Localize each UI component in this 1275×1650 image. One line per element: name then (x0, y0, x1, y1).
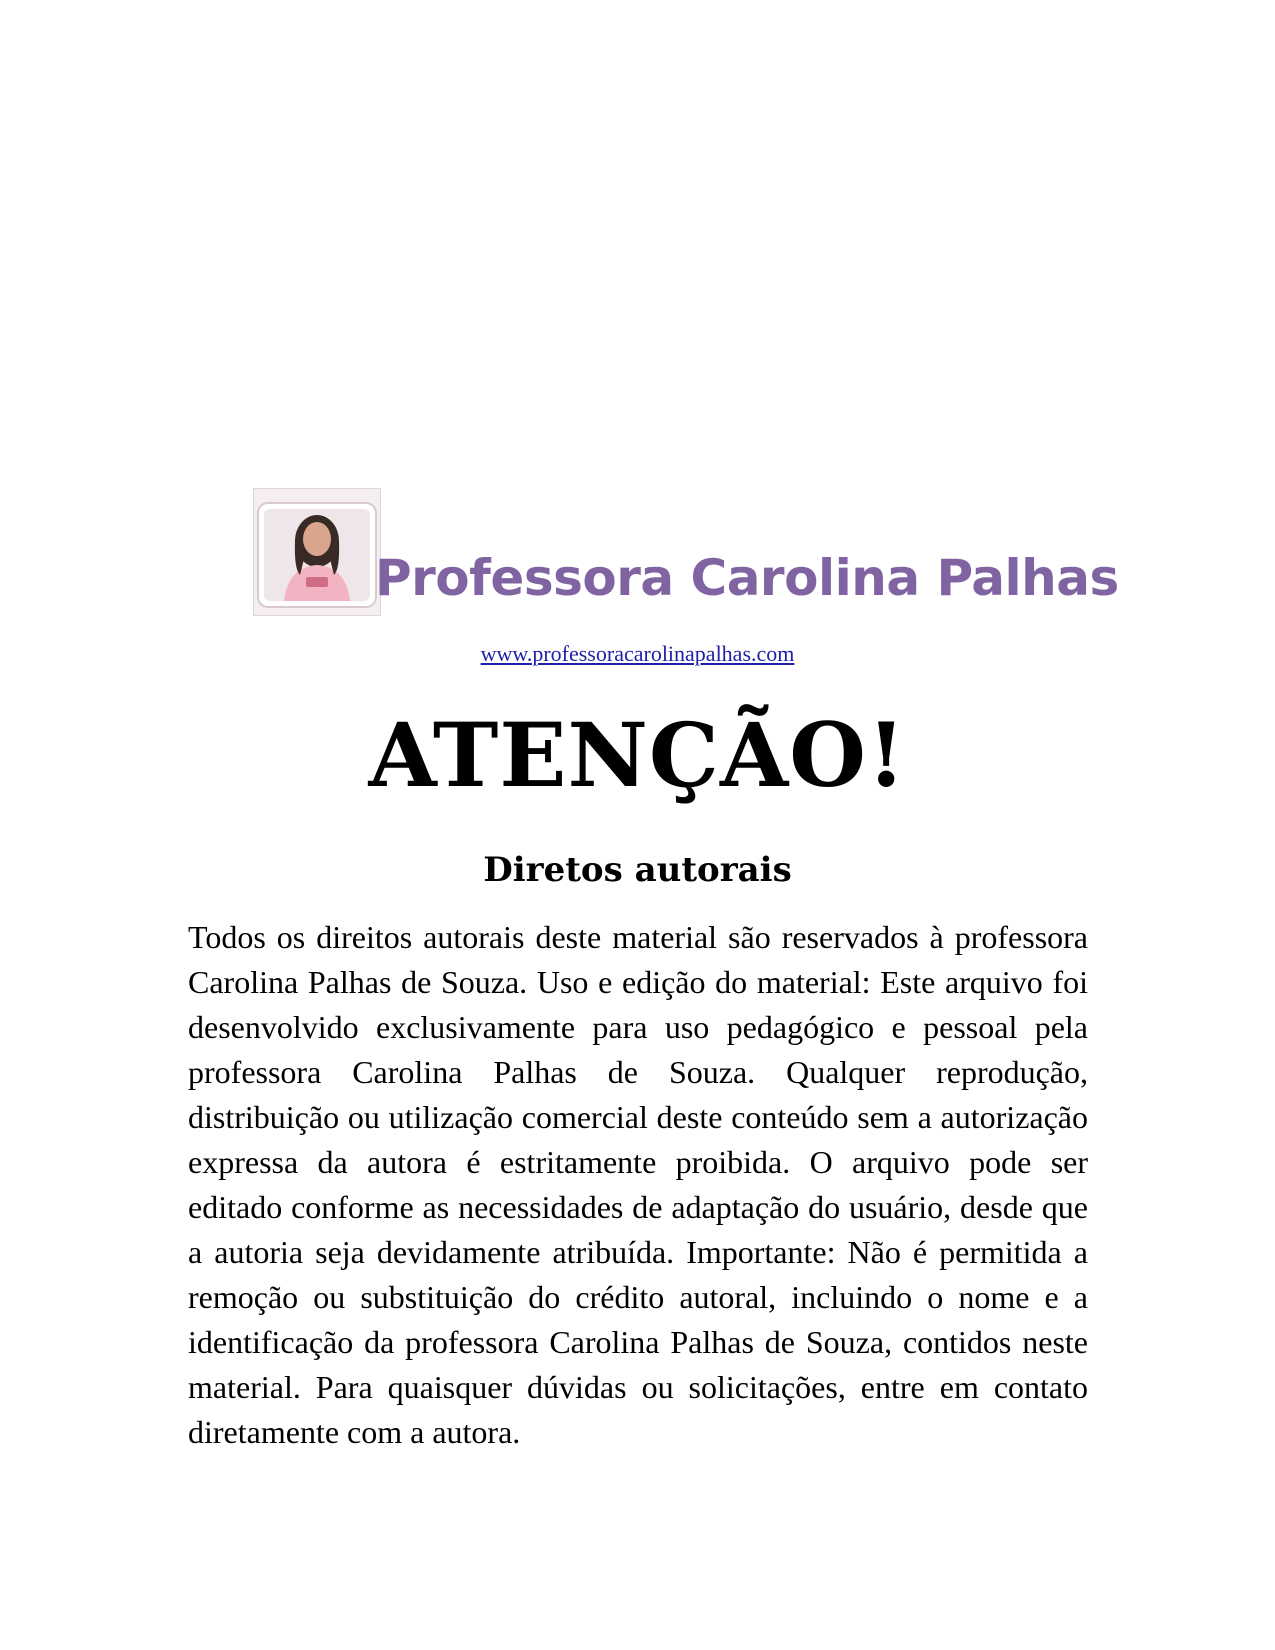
teacher-portrait-logo-icon (253, 488, 381, 616)
notice-subtitle: Diretos autorais (483, 850, 792, 890)
document-header (253, 488, 1119, 618)
notice-body: Todos os direitos autorais deste material são reservados à professora Carolina Palhas de Souza. Uso e edição do material: Este arquivo foi desenvolvido exclusivamente para uso pedagógico e pessoal pela professora Carolina Palhas de Souza. Qualquer reprodução, distribuição ou utilização comercial deste conteúdo sem a autorização expressa da autora é estritamente proibida. O arquivo pode ser editado conforme as necessidades de adaptação do usuário, desde que a autoria seja devidamente atribuída. Importante: Não é permitida a remoção ou substituição do crédito autoral, incluindo o nome e a identificação da professora Carolina Palhas de Souza, contidos neste material. Para quaisquer dúvidas ou solicitações, entre em contato diretamente com a autora. (188, 919, 1088, 1450)
website-link[interactable]: www.professoracarolinapalhas.com (480, 641, 795, 666)
notice-title: ATENÇÃO! (368, 703, 907, 807)
website-line (0, 640, 1275, 668)
brand-name: Professora Carolina Palhas (375, 549, 1119, 607)
